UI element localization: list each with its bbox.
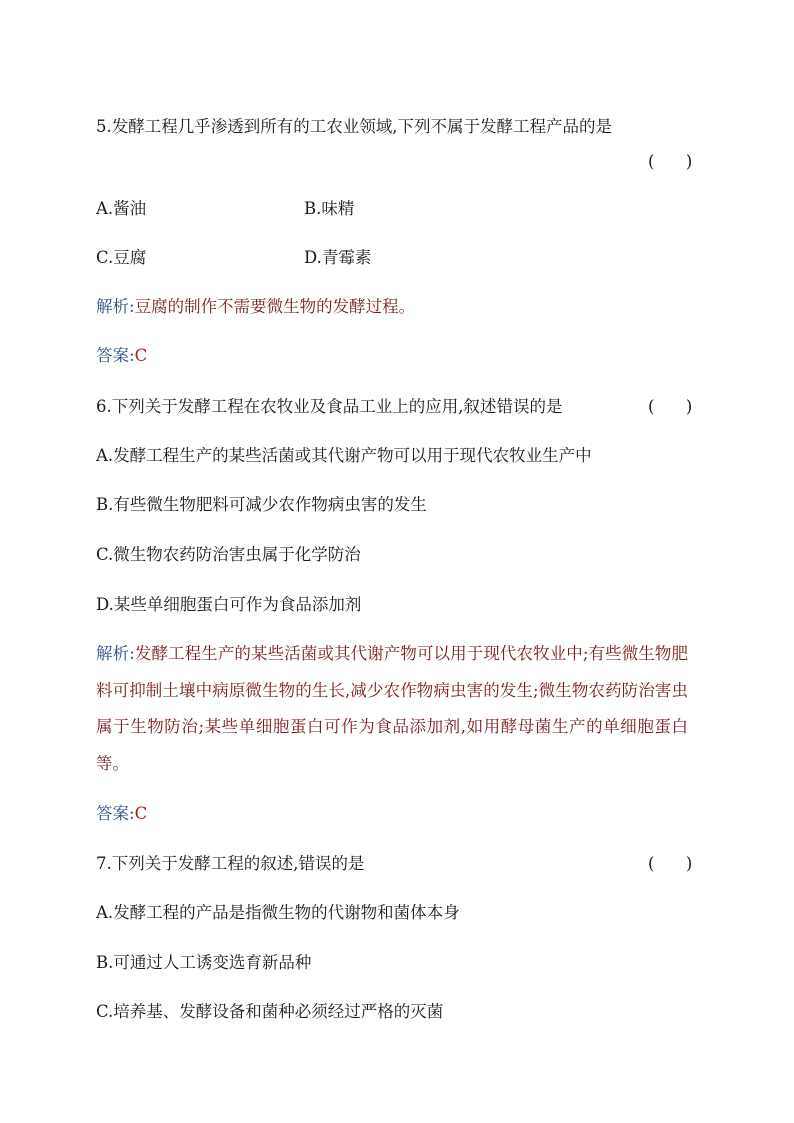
question-6-option-c: C.微生物农药防治害虫属于化学防治 xyxy=(96,545,361,564)
question-6-option-d: D.某些单细胞蛋白可作为食品添加剂 xyxy=(96,595,362,614)
question-6-answer xyxy=(96,803,147,825)
question-5-option-b: B.味精 xyxy=(304,199,355,218)
question-7-option-a: A.发酵工程的产品是指微生物的代谢物和菌体本身 xyxy=(96,903,460,922)
question-5-analysis xyxy=(96,296,415,318)
question-6-option-b: B.有些微生物肥料可减少农作物病虫害的发生 xyxy=(96,495,427,514)
question-7-option-b: B.可通过人工诱变选育新品种 xyxy=(96,953,312,972)
analysis-text: 豆腐的制作不需要微生物的发酵过程。 xyxy=(134,297,416,316)
question-5-answer xyxy=(96,345,147,367)
question-7-stem: 7.下列关于发酵工程的叙述,错误的是 xyxy=(96,854,365,873)
question-6-stem: 6.下列关于发酵工程在农牧业及食品工业上的应用,叙述错误的是 xyxy=(96,397,563,416)
answer-label: 答案 xyxy=(96,804,129,823)
question-5-answer-paren: ( ) xyxy=(648,152,693,171)
answer-colon: : xyxy=(129,804,135,823)
answer-value: C xyxy=(134,346,148,365)
question-5-option-c: C.豆腐 xyxy=(96,248,147,267)
question-6-option-a: A.发酵工程生产的某些活菌或其代谢产物可以用于现代农牧业生产中 xyxy=(96,446,592,465)
question-7-answer-paren: ( ) xyxy=(648,854,693,873)
question-6-answer-paren: ( ) xyxy=(648,397,693,416)
analysis-colon: : xyxy=(129,644,135,663)
answer-label: 答案 xyxy=(96,346,129,365)
analysis-text: 发酵工程生产的某些活菌或其代谢产物可以用于现代农牧业中;有些微生物肥料可抑制土壤中病原微生物的生长,减少农作物病虫害的发生;微生物农药防治害虫属于生物防治;某些单细胞蛋白可作为食品添加剂,如用酵母菌生产的单细胞蛋白等。 xyxy=(96,644,688,773)
analysis-colon: : xyxy=(129,297,135,316)
question-5-option-d: D.青霉素 xyxy=(304,248,372,267)
question-5-option-a: A.酱油 xyxy=(96,199,147,218)
answer-value: C xyxy=(134,804,148,823)
analysis-label: 解析 xyxy=(96,297,129,316)
question-6-analysis xyxy=(96,636,688,782)
question-7-option-c: C.培养基、发酵设备和菌种必须经过严格的灭菌 xyxy=(96,1002,444,1021)
analysis-label: 解析 xyxy=(96,644,130,663)
question-5-stem: 5.发酵工程几乎渗透到所有的工农业领域,下列不属于发酵工程产品的是 xyxy=(96,117,612,136)
answer-colon: : xyxy=(129,346,135,365)
